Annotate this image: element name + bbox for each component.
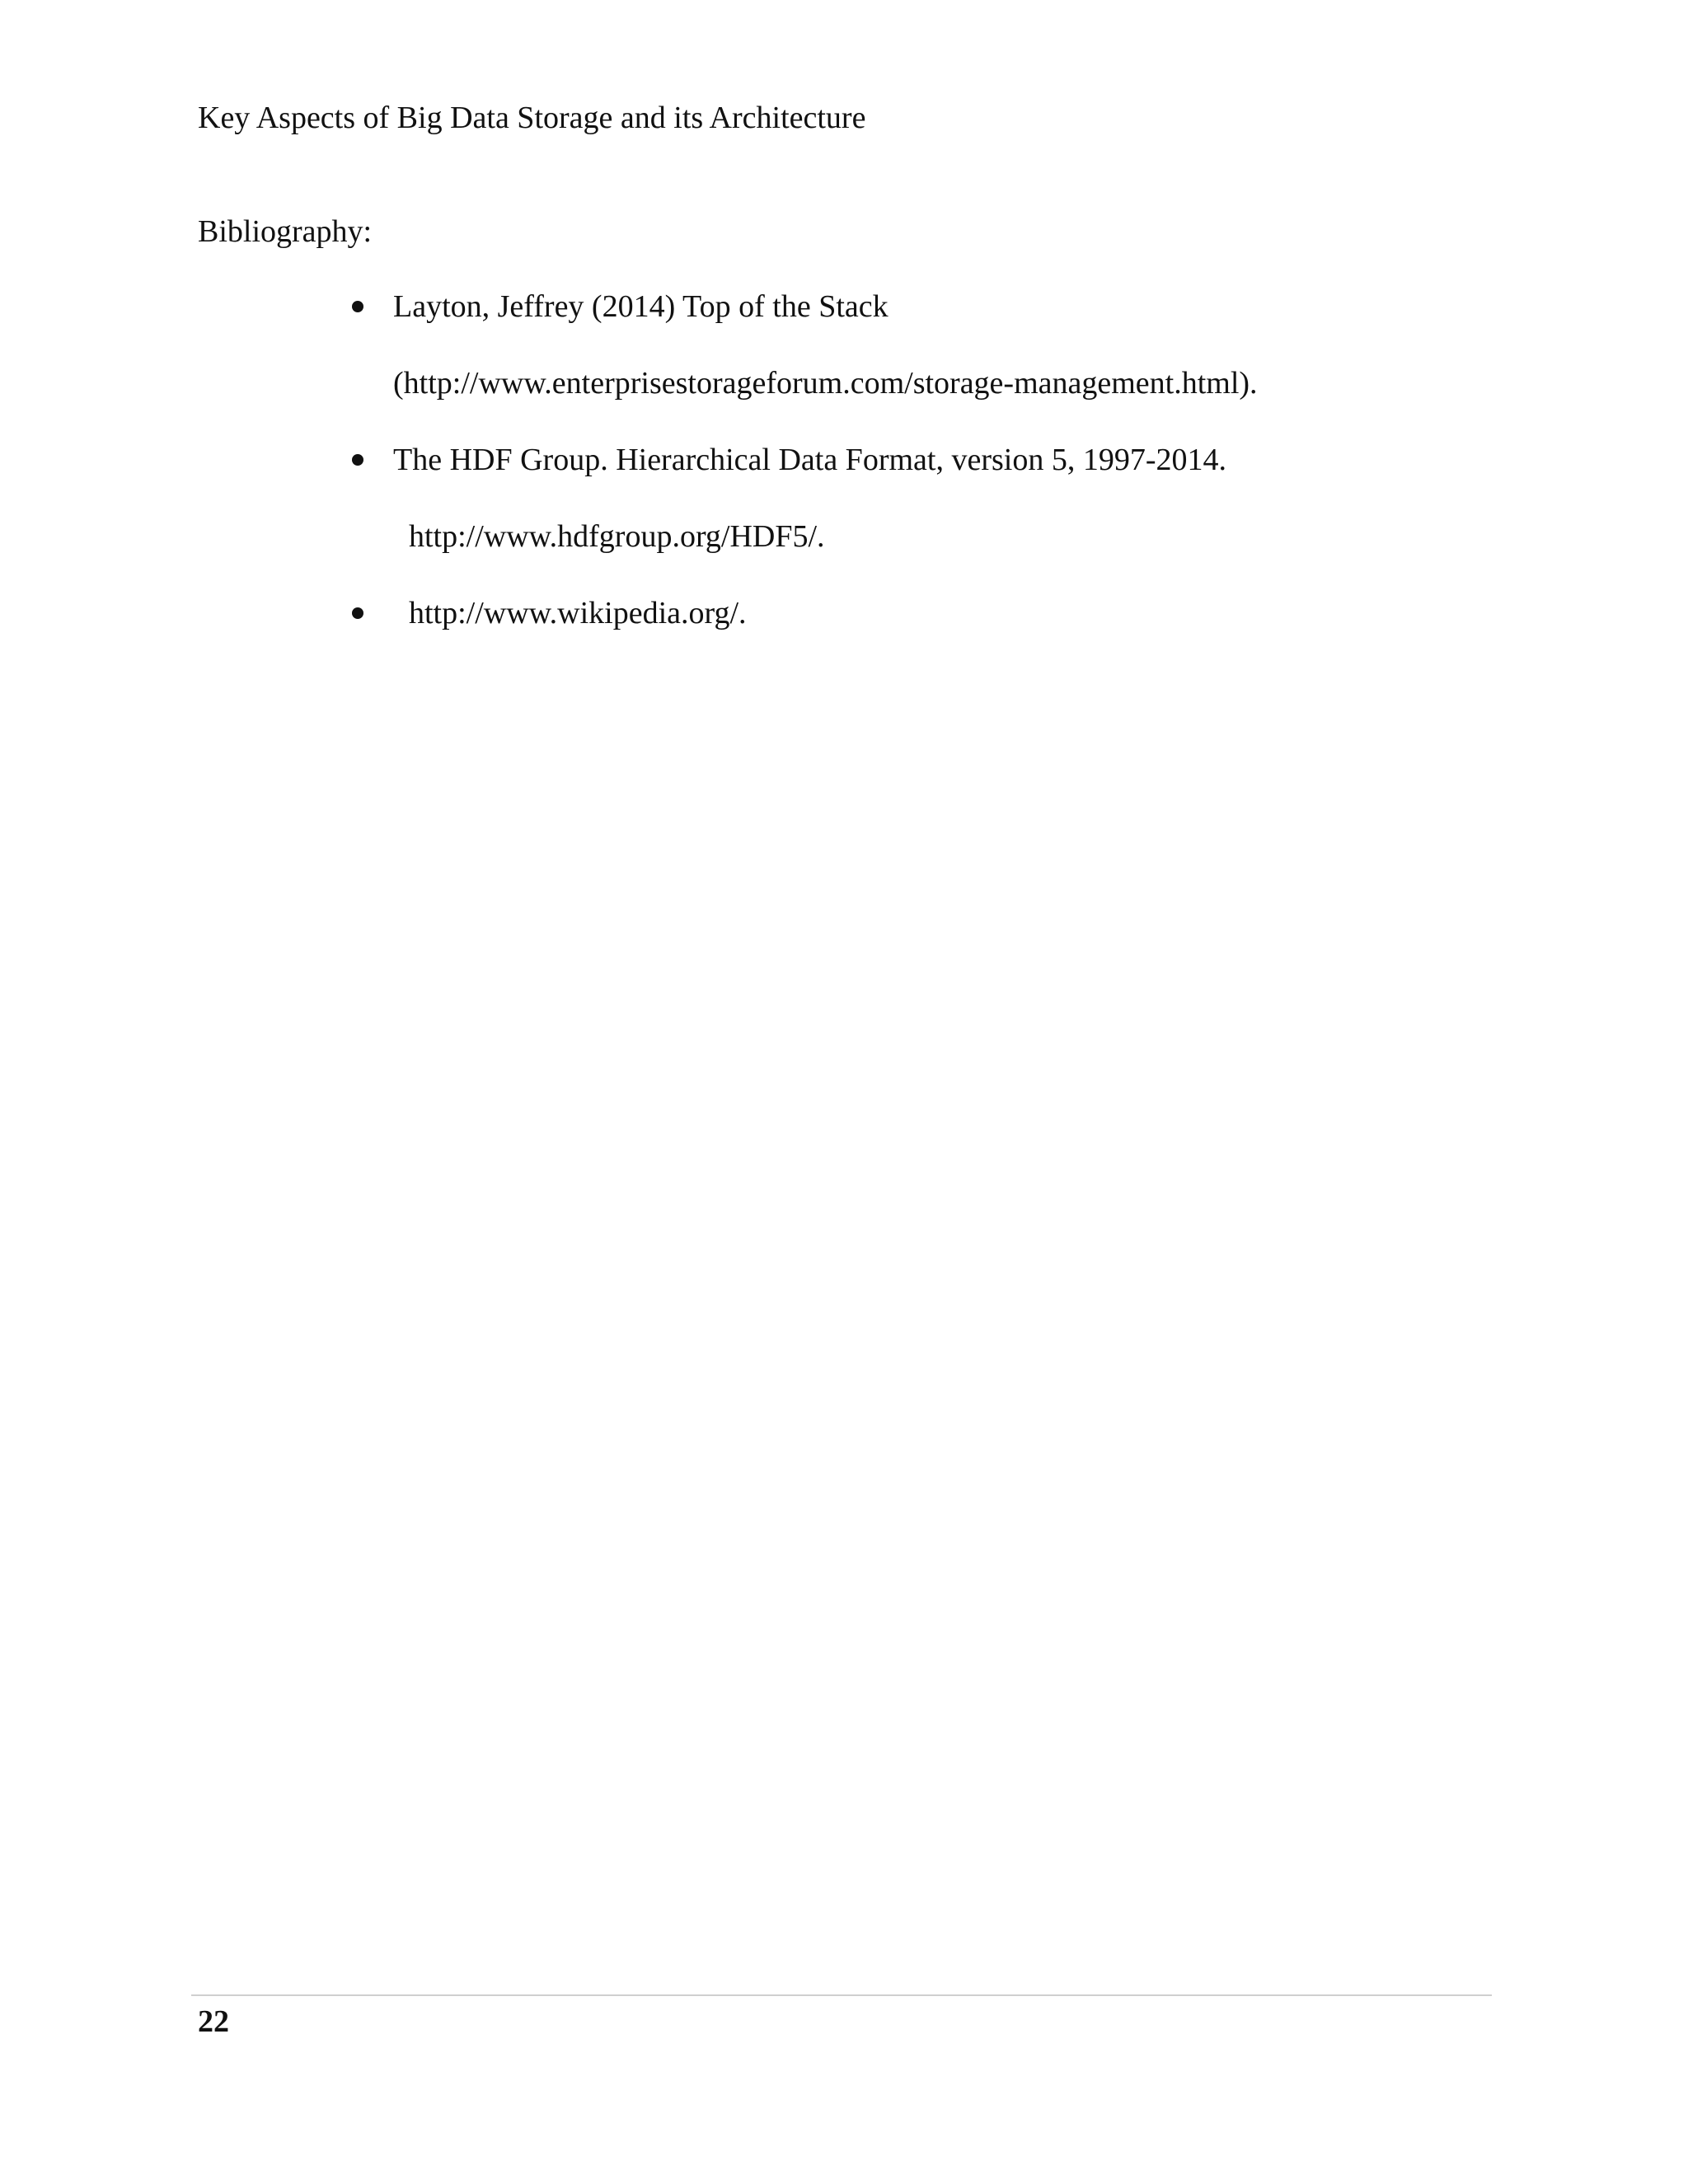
page-number: 22 [198,2004,229,2039]
bullet-icon [352,607,363,619]
footer-divider [191,1994,1492,1996]
bullet-icon [352,454,363,466]
bibliography-entry-link[interactable]: http://www.hdfgroup.org/HDF5/. [409,519,825,554]
bibliography-entry-line: Layton, Jeffrey (2014) Top of the Stack [393,289,889,324]
bibliography-entry-link[interactable]: (http://www.enterprisestorageforum.com/storage-management.html). [393,366,1258,401]
bibliography-entry-line: The HDF Group. Hierarchical Data Format, version 5, 1997-2014. [393,443,1226,477]
bibliography-heading: Bibliography: [198,214,373,249]
bullet-icon [352,301,363,312]
bibliography-entry-link[interactable]: http://www.wikipedia.org/. [409,596,747,630]
running-header: Key Aspects of Big Data Storage and its Architecture [198,101,866,135]
